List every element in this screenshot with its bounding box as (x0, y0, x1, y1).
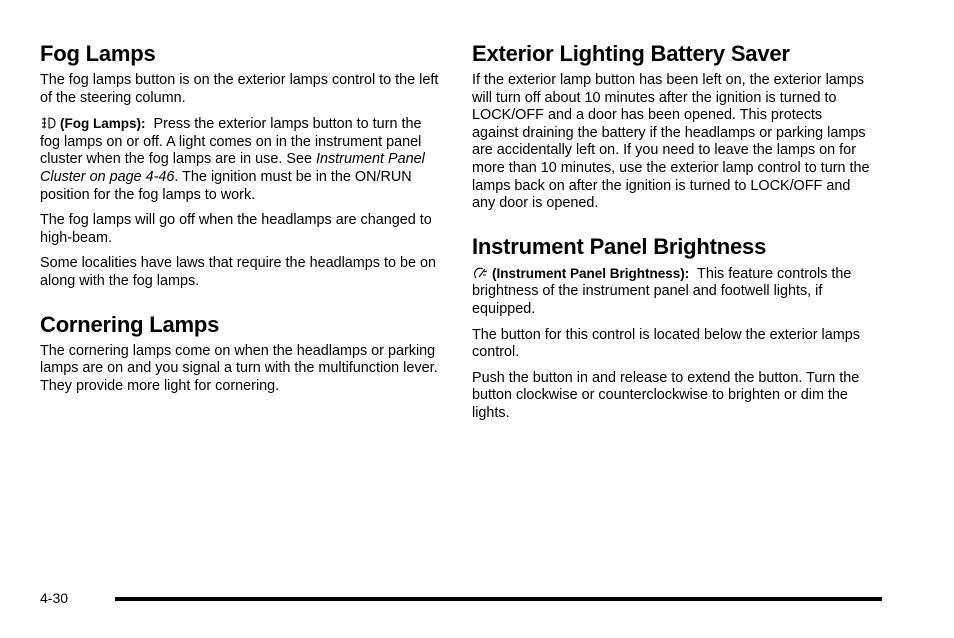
cornering-lamps-heading: Cornering Lamps (40, 311, 220, 337)
footer-rule (115, 597, 882, 601)
brightness-intro (472, 265, 872, 319)
brightness-intro-text: This feature controls the brightness of the instrument panel and footwell lights, if equipped. (472, 265, 852, 317)
fog-lamp-icon (40, 116, 56, 130)
brightness-location: The button for this control is located below the exterior lamps control. (472, 326, 860, 361)
battery-saver-heading: Exterior Lighting Battery Saver (472, 41, 790, 66)
brightness-heading: Instrument Panel Brightness (472, 233, 767, 259)
fog-lamps-highbeam-note: The fog lamps will go off when the headlamps are changed to high-beam. (40, 212, 432, 246)
fog-lamps-text-b: . The ignition must be in the ON/RUN position for the fog lamps to work. (40, 168, 412, 203)
battery-saver-text: If the exterior lamp button has been left on, the exterior lamps will turn off about 10 minutes after the ignition is turned to LOCK/OFF and a door has been opened. This protects against draining the battery if the headlamps or parking lamps are accidentally left on. If you need to leave the lamps on for more than 10 minutes, use the exterior lamp control to turn the lamps back on after the ignition is turned to LOCK/OFF and any door is opened. (472, 72, 870, 212)
fog-lamps-law-note: Some localities have laws that require the headlamps to be on along with the fog lamps. (40, 255, 436, 289)
cornering-lamps-text: The cornering lamps come on when the headlamps or parking lamps are on and you signal a turn with the multifunction lever. They provide more light for cornering. (40, 342, 438, 394)
fog-lamps-intro: The fog lamps button is on the exterior lamps control to the left of the steering column. (40, 72, 439, 106)
fog-lamps-text-a: Press the exterior lamps button to turn the fog lamps on or off. A light comes on in the instrument panel cluster when the fog lamps are in use. See (40, 116, 422, 168)
page-number: 4-30 (40, 590, 69, 606)
fog-lamps-label: (Fog Lamps): (60, 116, 146, 132)
brightness-usage: Push the button in and release to extend the button. Turn the button clockwise or counterclockwise to brighten or dim the lights. (472, 369, 860, 421)
fog-lamps-section (40, 40, 445, 291)
instrument-cluster-reference: Instrument Panel Cluster on page 4-46 (40, 151, 425, 185)
fog-lamps-heading: Fog Lamps (40, 41, 156, 66)
right-column (472, 40, 872, 443)
fog-lamps-button-paragraph (40, 115, 445, 204)
brightness-section (472, 233, 872, 423)
brightness-label: (Instrument Panel Brightness): (492, 265, 690, 281)
left-column (40, 40, 445, 415)
cornering-lamps-section (40, 311, 445, 396)
battery-saver-section (472, 40, 872, 213)
brightness-icon (472, 266, 488, 280)
